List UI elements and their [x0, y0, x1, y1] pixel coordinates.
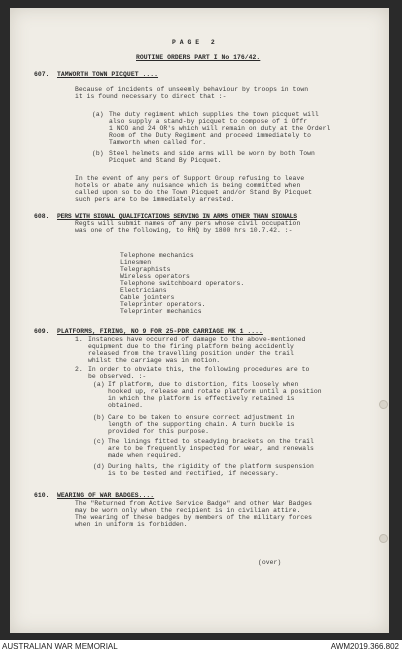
list-item: Cable jointers: [120, 294, 175, 301]
body-line: was one of the following, to RHQ by 1800 hrs 10.7.42. :-: [75, 227, 293, 234]
body-line: hotels or abate any nuisance which is being committed when: [75, 182, 301, 189]
body-line: Because of incidents of unseemly behaviour by troops in town: [75, 86, 309, 93]
archive-reference: AWM2019.366.802: [330, 642, 399, 651]
item-label: (a): [92, 111, 104, 118]
point-label: 1.: [75, 336, 83, 343]
body-line: Regts will submit names of any pers whose civil occupation: [75, 220, 301, 227]
body-line: also supply a stand-by picquet to compose of 1 Offr: [109, 118, 308, 125]
body-line: be observed. :-: [88, 373, 147, 380]
body-line: In order to obviate this, the following procedures are to: [88, 366, 310, 373]
body-line: made when required.: [108, 452, 182, 459]
body-line: whilst the carriage was in motion.: [88, 357, 221, 364]
body-line: 1 NCO and 24 OR's which will remain on duty at the Orderl: [109, 125, 331, 132]
body-line: If platform, due to distortion, fits loosely when: [108, 381, 299, 388]
list-item: Telegraphists: [120, 266, 171, 273]
section-title: PLATFORMS, FIRING, NO 9 FOR 25-PDR CARRIAGE MK 1 ....: [57, 328, 263, 335]
routine-orders-heading: ROUTINE ORDERS PART I No 176/42.: [136, 54, 261, 61]
body-line: The wearing of these badges by members of the military forces: [75, 514, 312, 521]
over-note: (over): [258, 559, 282, 566]
body-line: The duty regiment which supplies the town picquet will: [109, 111, 319, 118]
item-label: (a): [93, 381, 105, 388]
list-item: Telephone switchboard operators.: [120, 280, 245, 287]
body-line: released from the travelling position under the trail: [88, 350, 294, 357]
item-label: (b): [93, 414, 105, 421]
body-line: The "Returned from Active Service Badge" and other War Badges: [75, 500, 312, 507]
body-line: is to be tested and rectified, if necessary.: [108, 470, 279, 477]
punch-hole: [379, 534, 388, 543]
body-line: Steel helmets and side arms will be worn by both Town: [109, 150, 315, 157]
body-line: The linings fitted to steadying brackets on the trail: [108, 438, 314, 445]
document-page: [10, 8, 389, 633]
list-item: Teleprinter operators.: [120, 301, 206, 308]
body-line: Care to be taken to ensure correct adjustment in: [108, 414, 295, 421]
punch-hole: [379, 400, 388, 409]
list-item: Wireless operators: [120, 273, 190, 280]
archive-caption: [0, 640, 402, 653]
section-title: PERS WITH SIGNAL QUALIFICATIONS SERVING IN ARMS OTHER THAN SIGNALS: [57, 213, 297, 220]
body-line: equipment due to the firing platform being accidently: [88, 343, 294, 350]
item-label: (c): [93, 438, 105, 445]
body-line: Picquet and Stand By Picquet.: [109, 157, 222, 164]
list-item: Telephone mechanics: [120, 252, 194, 259]
section-number: 607.: [34, 71, 50, 78]
section-number: 609.: [34, 328, 50, 335]
body-line: obtained.: [108, 402, 143, 409]
list-item: Linesmen: [120, 259, 152, 266]
body-line: provided for this purpose.: [108, 428, 210, 435]
section-number: 608.: [34, 213, 50, 220]
body-line: Room of the Duty Regiment and proceed immediately to: [109, 132, 312, 139]
body-line: Tamworth when called for.: [109, 139, 207, 146]
body-line: Instances have occurred of damage to the above-mentioned: [88, 336, 306, 343]
body-line: in which the platform is effectively retained is: [108, 395, 295, 402]
body-line: may be worn only when the recipient is in civilian attire.: [75, 507, 301, 514]
list-item: Teleprinter mechanics: [120, 308, 202, 315]
point-label: 2.: [75, 366, 83, 373]
section-title: WEARING OF WAR BADGES....: [57, 492, 155, 499]
page-label: P A G E 2: [172, 39, 215, 46]
section-title: TAMWORTH TOWN PICQUET ....: [57, 71, 159, 78]
section-number: 610.: [34, 492, 50, 499]
body-line: In the event of any pers of Support Group refusing to leave: [75, 175, 305, 182]
body-line: hooked up, release and rotate platform until a position: [108, 388, 322, 395]
body-line: when in uniform is forbidden.: [75, 521, 188, 528]
body-line: During halts, the rigidity of the platform suspension: [108, 463, 314, 470]
archive-name: AUSTRALIAN WAR MEMORIAL: [2, 642, 118, 651]
item-label: (b): [92, 150, 104, 157]
body-line: called upon so to do the Town Picquet and/or Stand By Picquet: [75, 189, 312, 196]
body-line: such pers are to be immediately arrested.: [75, 196, 235, 203]
item-label: (d): [93, 463, 105, 470]
body-line: are to be frequently inspected for wear, and renewals: [108, 445, 314, 452]
body-line: it is found necessary to direct that :-: [75, 93, 227, 100]
list-item: Electricians: [120, 287, 167, 294]
body-line: length of the supporting chain. A turn buckle is: [108, 421, 295, 428]
